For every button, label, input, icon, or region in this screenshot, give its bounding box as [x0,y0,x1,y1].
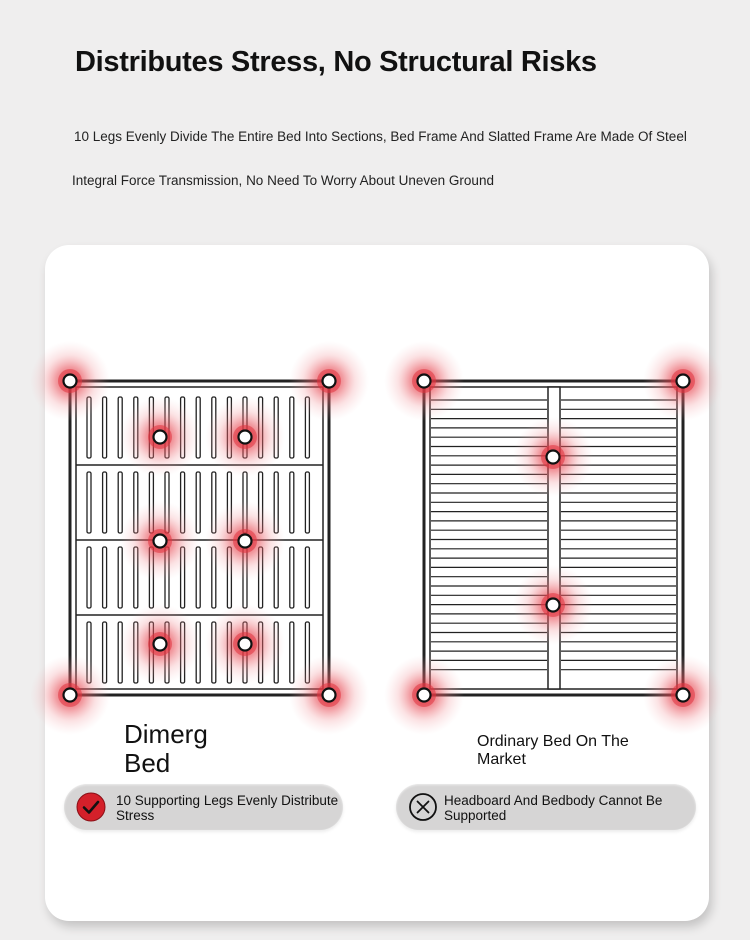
dimerg-bed-title: Dimerg Bed [124,719,208,778]
dimerg-feature-badge [64,784,343,830]
support-leg-point [547,599,560,612]
support-leg-point [154,535,167,548]
slat [103,397,107,458]
dimerg-feature-text: 10 Supporting Legs Evenly Distribute Stress [116,793,339,823]
slat [87,547,91,608]
support-leg-point [323,375,336,388]
support-leg-point [239,535,252,548]
support-leg-point [239,431,252,444]
slat [87,472,91,533]
ordinary-feature-badge [396,784,696,830]
slat [290,472,294,533]
support-leg-point [154,638,167,651]
slat [290,397,294,458]
support-leg-point [64,375,77,388]
ordinary-bed-title: Ordinary Bed On The Market [477,733,629,768]
slat [305,547,309,608]
description-line-1: 10 Legs Evenly Divide The Entire Bed Into Sections, Bed Frame And Slatted Frame Are Made Of Steel [74,129,687,144]
support-leg-point [677,689,690,702]
support-leg-point [677,375,690,388]
slat [290,622,294,683]
cross-circle-icon [408,792,438,822]
support-leg-point [418,689,431,702]
slat [103,472,107,533]
slat [290,547,294,608]
slat [118,547,122,608]
slat [118,472,122,533]
support-leg-point [547,451,560,464]
support-leg-point [154,431,167,444]
support-leg-point [418,375,431,388]
support-leg-point [64,689,77,702]
slat [196,472,200,533]
ordinary-feature-text: Headboard And Bedbody Cannot Be Supported [444,793,663,823]
support-leg-point [239,638,252,651]
check-circle-icon [76,792,106,822]
slat [305,472,309,533]
support-leg-point [323,689,336,702]
page-headline: Distributes Stress, No Structural Risks [75,46,597,78]
slat [103,547,107,608]
description-line-2: Integral Force Transmission, No Need To Worry About Uneven Ground [72,173,494,188]
